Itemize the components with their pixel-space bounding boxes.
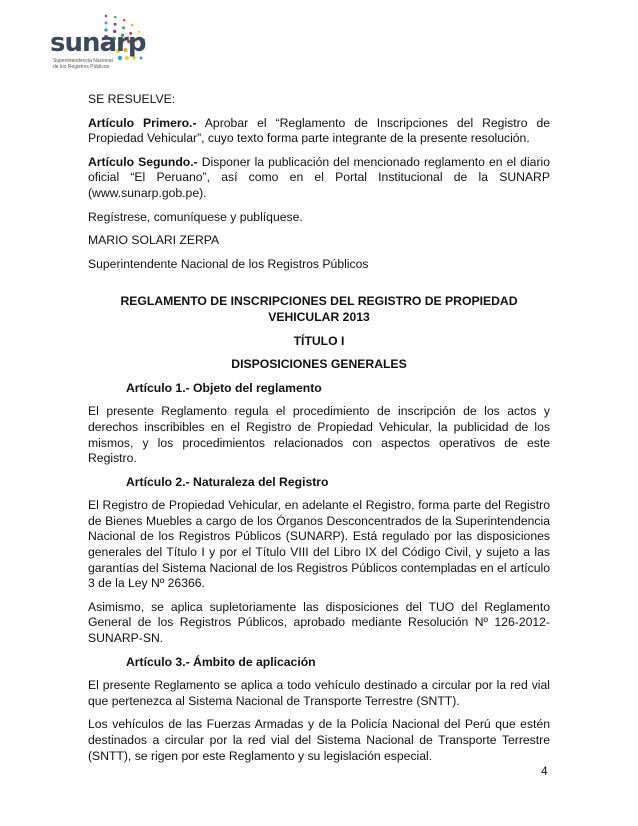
logo-dot <box>114 16 116 18</box>
articulo-primero-text: Aprobar el “Reglamento de Inscripciones del Registro de Propiedad Vehicular”, cuyo texto forma parte integrante de la presente resolución. <box>88 115 551 146</box>
articulo-1-heading: Artículo 1.- Objeto del reglamento <box>126 380 322 395</box>
logo-wordmark: sunarp <box>50 28 146 58</box>
page-number: 4 <box>541 764 548 778</box>
reglamento-title: REGLAMENTO DE INSCRIPCIONES DEL REGISTRO DE PROPIEDAD VEHICULAR 2013 <box>120 294 518 324</box>
logo-dot <box>105 15 107 17</box>
resuelve-heading: SE RESUELVE: <box>88 92 176 106</box>
articulo-3-heading: Artículo 3.- Ámbito de aplicación <box>126 654 316 669</box>
logo-dot <box>114 23 117 26</box>
logo-subtitle: Superintendencia Nacional de los Registros Públicos <box>53 58 113 70</box>
articulo-3-paragraph-2: Los vehículos de las Fuerzas Armadas y de la Policía Nacional del Perú que estén destinados a circular por la red vial del Sistema Nacional de Transporte Terrestre (SNTT), se rigen por este Reglamento y su legislación especial. <box>88 717 550 763</box>
articulo-segundo <box>88 155 550 202</box>
titulo-heading: TÍTULO I <box>293 333 345 348</box>
articulo-primero-label: Artículo Primero.- <box>88 115 197 130</box>
logo-dot <box>105 22 108 25</box>
articulo-2-paragraph-1: El Registro de Propiedad Vehicular, en adelante el Registro, forma parte del Registro de Bienes Muebles a cargo de los Órganos Desconcentrados de la Superintendencia Nacional de los Registros Públicos (SUNARP). Está regulado por las disposiciones generales del Título I y por el Título VIII del Libro IX del Código Civil, y sujeto a las garantías del Sistema Nacional de los Registros Públicos contempladas en el artículo 3 de la Ley Nº 26366. <box>88 498 550 591</box>
disposiciones-heading: DISPOSICIONES GENERALES <box>231 357 407 372</box>
articulo-1-paragraph: El presente Reglamento regula el procedimiento de inscripción de los actos y derechos inscribibles en el Registro de Propiedad Vehicular, la publicidad de los mismos, y los procedimientos relacionados con aspectos operativos de este Registro. <box>88 404 550 466</box>
logo-dot <box>123 19 125 21</box>
logo-dot <box>131 24 133 26</box>
articulo-primero <box>88 116 550 147</box>
articulo-3-paragraph-1: El presente Reglamento se aplica a todo vehículo destinado a circular por la red vial que pertenezca al Sistema Nacional de Transporte Terrestre (SNTT). <box>88 678 550 708</box>
signer-title: Superintendente Nacional de los Registros Públicos <box>88 256 369 271</box>
signer-name: MARIO SOLARI ZERPA <box>88 233 220 248</box>
document-body <box>88 92 550 772</box>
sunarp-logo <box>50 14 160 76</box>
registrese-line: Regístrese, comuníquese y publíquese. <box>88 209 303 224</box>
articulo-segundo-label: Artículo Segundo.- <box>88 154 198 169</box>
articulo-2-paragraph-2: Asimismo, se aplica supletoriamente las disposiciones del TUO del Reglamento General de los Registros Públicos, aprobado mediante Resolución Nº 126-2012-SUNARP-SN. <box>88 599 550 646</box>
articulo-2-heading: Artículo 2.- Naturaleza del Registro <box>126 474 329 489</box>
articulo-segundo-text: Disponer la publicación del mencionado reglamento en el diario oficial “El Peruano”, así como en el Portal Institucional de la SUNARP (www.sunarp.gob.pe). <box>88 154 550 200</box>
